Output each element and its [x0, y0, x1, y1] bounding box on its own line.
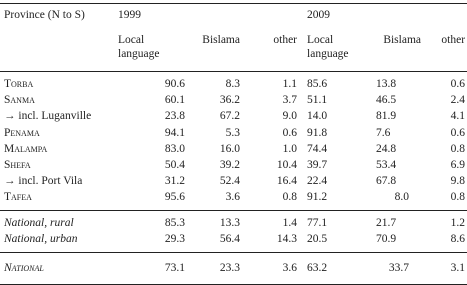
province-label: Malampa	[4, 142, 48, 155]
cell: 94.1	[164, 126, 185, 139]
cell: 24.8	[376, 142, 397, 155]
cell: 91.2	[299, 189, 368, 210]
cell: 83.0	[164, 142, 185, 155]
cell: 8.0	[368, 189, 423, 210]
cell: 1.2	[450, 216, 466, 229]
cell: 67.8	[376, 175, 397, 188]
province-label: Torba	[4, 78, 34, 90]
cell: 85.3	[164, 216, 185, 229]
table-row	[0, 173, 467, 189]
cell: 36.2	[219, 94, 240, 107]
province-label: Penama	[4, 126, 40, 139]
cell: 2.4	[450, 94, 466, 107]
cell: 20.5	[299, 231, 368, 253]
cell: 39.2	[219, 158, 240, 171]
cell: 85.6	[307, 78, 328, 90]
cell: 90.6	[164, 78, 185, 90]
cell: 67.2	[219, 110, 240, 123]
cell: 16.0	[219, 142, 240, 155]
cell: 0.6	[450, 78, 466, 90]
cell: 0.8	[423, 189, 467, 210]
cell: 51.1	[307, 94, 328, 107]
col-local-1999: Local language	[110, 33, 187, 72]
cell: 9.8	[450, 175, 466, 188]
province-label: Shefa	[4, 158, 31, 171]
cell: 31.2	[164, 175, 185, 188]
cell: 14.0	[307, 110, 328, 123]
cell: 16.4	[276, 175, 298, 188]
stub-header: Province (N to S)	[0, 4, 110, 34]
cell: 4.1	[450, 110, 466, 123]
province-label: → incl. Port Vila	[4, 175, 83, 188]
table-row	[0, 92, 467, 108]
cell: 74.4	[307, 142, 328, 155]
cell: 1.4	[282, 216, 298, 229]
cell: 63.2	[299, 252, 368, 284]
cell: 95.6	[110, 189, 187, 210]
cell: 0.6	[450, 126, 466, 139]
cell: 6.9	[450, 158, 466, 171]
cell: 13.8	[376, 78, 397, 90]
table-row	[0, 108, 467, 124]
cell: 3.1	[423, 252, 467, 284]
cell: 23.3	[187, 252, 242, 284]
cell: 7.6	[376, 126, 391, 139]
cell: 39.7	[307, 158, 328, 171]
cell: 0.8	[242, 189, 299, 210]
header-row-years	[0, 4, 467, 34]
cell: 8.3	[225, 78, 240, 90]
cell: 0.6	[282, 126, 298, 139]
col-bislama-2009: Bislama	[368, 33, 423, 72]
province-label: Sanma	[4, 94, 35, 107]
year-2009-header: 2009	[299, 4, 467, 34]
cell: 52.4	[219, 175, 240, 188]
cell: 8.6	[423, 231, 467, 253]
language-use-table	[0, 3, 467, 285]
cell: 1.1	[282, 78, 298, 90]
table-row	[0, 125, 467, 141]
cell: 53.4	[376, 158, 397, 171]
col-bislama-1999: Bislama	[187, 33, 242, 72]
col-local-2009: Local language	[299, 33, 368, 72]
col-other-2009: other	[423, 33, 467, 72]
header-row-columns	[0, 33, 467, 72]
table-row	[0, 157, 467, 173]
cell: 5.3	[225, 126, 240, 139]
cell: 14.3	[242, 231, 299, 253]
cell: 33.7	[368, 252, 423, 284]
cell: 70.9	[368, 231, 423, 253]
table-row	[0, 189, 467, 210]
cell: 3.6	[242, 252, 299, 284]
cell: 73.1	[110, 252, 187, 284]
cell: 91.8	[307, 126, 328, 139]
cell: 9.0	[282, 110, 298, 123]
cell: 3.7	[282, 94, 298, 107]
cell: 13.3	[219, 216, 240, 229]
cell: 46.5	[376, 94, 397, 107]
summary-label: National, rural	[4, 216, 74, 229]
cell: 10.4	[276, 158, 298, 171]
cell: 1.0	[282, 142, 298, 155]
cell: 3.6	[187, 189, 242, 210]
cell: 0.8	[450, 142, 466, 155]
year-1999-header: 1999	[110, 4, 299, 34]
summary-row	[0, 210, 467, 231]
cell: 56.4	[187, 231, 242, 253]
table-row	[0, 72, 467, 93]
province-label: → incl. Luganville	[4, 110, 92, 123]
cell: 60.1	[164, 94, 185, 107]
national-label: National	[0, 252, 110, 284]
cell: 81.9	[376, 110, 397, 123]
cell: 22.4	[307, 175, 328, 188]
cell: 50.4	[164, 158, 185, 171]
cell: 23.8	[164, 110, 185, 123]
table-row	[0, 141, 467, 157]
cell: 21.7	[376, 216, 397, 229]
national-row	[0, 252, 467, 284]
col-other-1999: other	[242, 33, 299, 72]
province-label: Tafea	[0, 189, 110, 210]
cell: 77.1	[307, 216, 328, 229]
summary-label: National, urban	[0, 231, 110, 253]
summary-row	[0, 231, 467, 253]
cell: 29.3	[110, 231, 187, 253]
